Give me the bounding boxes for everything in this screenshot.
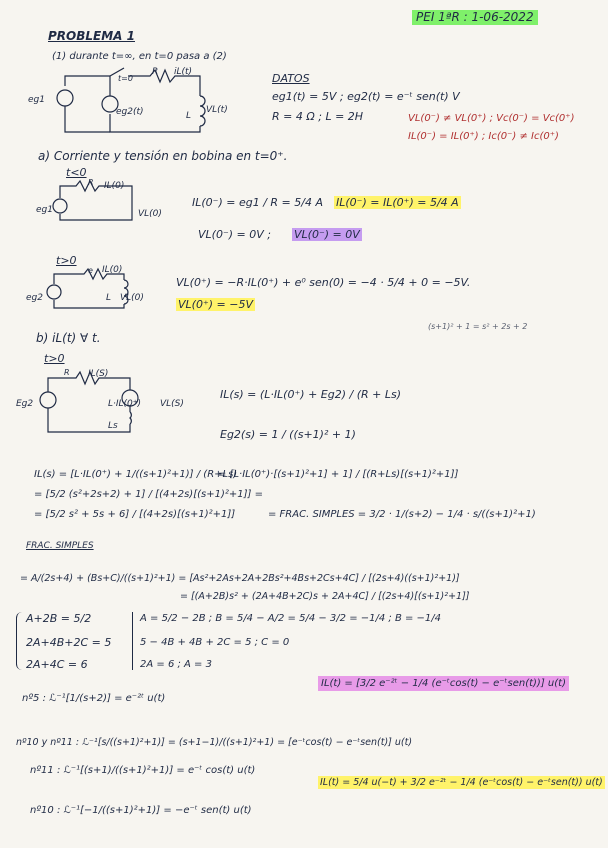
inverse-n10: nº10 : ℒ⁻¹[−1/((s+1)²+1)] = −e⁻ᵗ sen(t) u(t) (30, 805, 252, 816)
label-switch: t=0 (118, 74, 133, 83)
c3-vl: VL(S) (160, 399, 184, 409)
vl-0-eq: VL(0⁻) = 0V ; (198, 228, 271, 241)
system-eq2: 2A+4B+2C = 5 (26, 636, 112, 649)
t-gt-0-b: t>0 (44, 352, 65, 365)
final-result: IL(t) = 5/4 u(−t) + 3/2 e⁻²ᵗ − 1/4 (e⁻ᵗcos(t) − e⁻ᵗsen(t)) u(t) (320, 777, 603, 788)
c2-L: L (106, 293, 112, 303)
datos-heading: DATOS (272, 72, 310, 85)
label-iL: iL(t) (174, 67, 193, 77)
il-0-eq: IL(0⁻) = eg1 / R = 5/4 A (192, 196, 323, 209)
label-VL: VL(t) (206, 105, 228, 115)
frac-heading: FRAC. SIMPLES (26, 541, 94, 551)
ils-line2-a: = [5/2 s² + 5s + 6] / [(4+2s)[(s+1)²+1]] (34, 509, 236, 520)
problem-title: PROBLEMA 1 (48, 29, 135, 43)
c2-il: IL(0) (102, 265, 123, 275)
c2-eg2: eg2 (26, 293, 43, 303)
ils-line2-b: = FRAC. SIMPLES = 3/2 · 1/(s+2) − 1/4 · s/((s+1)²+1) (268, 509, 536, 520)
frac-eq2: = [(A+2B)s² + (2A+4B+2C)s + 2A+4C] / [(2s+4)[(s+1)²+1]] (180, 591, 470, 602)
c2-vl: VL(0) (120, 293, 144, 303)
ils-line1-b: = [L·IL(0⁺)·[(s+1)²+1] + 1] / [(R+Ls)[(s+1)²+1]] (218, 469, 459, 480)
datos-line1: eg1(t) = 5V ; eg2(t) = e⁻ᵗ sen(t) V (272, 90, 460, 103)
c3-lil: L·IL(0⁺) (108, 399, 142, 409)
label-eg2: eg2(t) (116, 107, 144, 117)
date-tag: PEI 1ªR : 1-06-2022 (412, 10, 538, 25)
part-a-heading: a) Corriente y tensión en bobina en t=0⁺. (38, 149, 288, 163)
side-note: (s+1)² + 1 = s² + 2s + 2 (428, 322, 528, 331)
ils-line1-c: = [5/2 (s²+2s+2) + 1] / [(4+2s)[(s+1)²+1]] = (34, 489, 263, 500)
vl-plus-eq: VL(0⁺) = −R·IL(0⁺) + e⁰ sen(0) = −4 · 5/4 + 0 = −5V. (176, 276, 471, 289)
system-eq3: 2A+4C = 6 (26, 658, 88, 671)
part-b-heading: b) iL(t) ∀ t. (36, 331, 101, 345)
solution-1: A = 5/2 − 2B ; B = 5/4 − A/2 = 5/4 − 3/2 = −1/4 ; B = −1/4 (140, 613, 442, 624)
problem-statement: (1) durante t=∞, en t=0 pasa a (2) (52, 51, 227, 62)
label-L: L (186, 111, 192, 121)
il-0-result: IL(0⁻) = IL(0⁺) = 5/4 A (336, 196, 459, 209)
solution-3: 2A = 6 ; A = 3 (140, 659, 212, 670)
vl-plus-result: VL(0⁺) = −5V (178, 298, 253, 311)
system-eq1: A+2B = 5/2 (26, 612, 92, 625)
label-eg1: eg1 (28, 95, 45, 105)
inverse-n11: nº11 : ℒ⁻¹[(s+1)/((s+1)²+1)] = e⁻ᵗ cos(t) u(t) (30, 765, 256, 776)
system-brace (16, 612, 23, 670)
circuit-t-lt-0 (48, 180, 140, 226)
vl-0-result: VL(0⁻) = 0V (294, 228, 360, 241)
solution-2: 5 − 4B + 4B + 2C = 5 ; C = 0 (140, 637, 290, 648)
c1-il: IL(0) (104, 181, 125, 191)
eg2s-eq: Eg2(s) = 1 / ((s+1)² + 1) (220, 428, 356, 441)
ils-eq: IL(s) = (L·IL(0⁺) + Eg2) / (R + Ls) (220, 388, 402, 401)
c3-ls: Ls (108, 421, 118, 431)
c1-vl: VL(0) (138, 209, 162, 219)
datos-cond2: IL(0⁻) = IL(0⁺) ; Ic(0⁻) ≠ Ic(0⁺) (408, 131, 559, 142)
c3-il: IL(S) (88, 369, 109, 379)
label-R: R (152, 67, 159, 77)
datos-line2: R = 4 Ω ; L = 2H (272, 110, 364, 123)
ils-line1-a: IL(s) = [L·IL(0⁺) + 1/((s+1)²+1)] / (R+Ls) (34, 469, 238, 480)
t-lt-0: t<0 (66, 166, 87, 179)
c3-eg2: Eg2 (16, 399, 34, 409)
inverse-n10-n11: nº10 y nº11 : ℒ⁻¹[s/((s+1)²+1)] = (s+1−1)/((s+1)²+1) = [e⁻ᵗcos(t) − e⁻ᵗsen(t)] u(t) (16, 737, 413, 748)
datos-cond1: VL(0⁻) ≠ VL(0⁺) ; Vc(0⁻) = Vc(0⁺) (408, 113, 575, 124)
il-time-result: IL(t) = [3/2 e⁻²ᵗ − 1/4 (e⁻ᵗcos(t) − e⁻ᵗsen(t))] u(t) (318, 676, 569, 691)
system-divider (132, 612, 133, 670)
c3-R: R (64, 368, 70, 377)
c2-e: e (88, 266, 93, 275)
inverse-n5: nº5 : ℒ⁻¹[1/(s+2)] = e⁻²ᵗ u(t) (22, 693, 166, 704)
c1-eg1: eg1 (36, 205, 53, 215)
main-circuit-diagram (40, 66, 260, 136)
frac-eq1: = A/(2s+4) + (Bs+C)/((s+1)²+1) = [As²+2As+2A+2Bs²+4Bs+2Cs+4C] / [(2s+4)((s+1)²+1)] (20, 573, 460, 584)
c1-R: R (88, 178, 94, 187)
t-gt-0: t>0 (56, 254, 77, 267)
